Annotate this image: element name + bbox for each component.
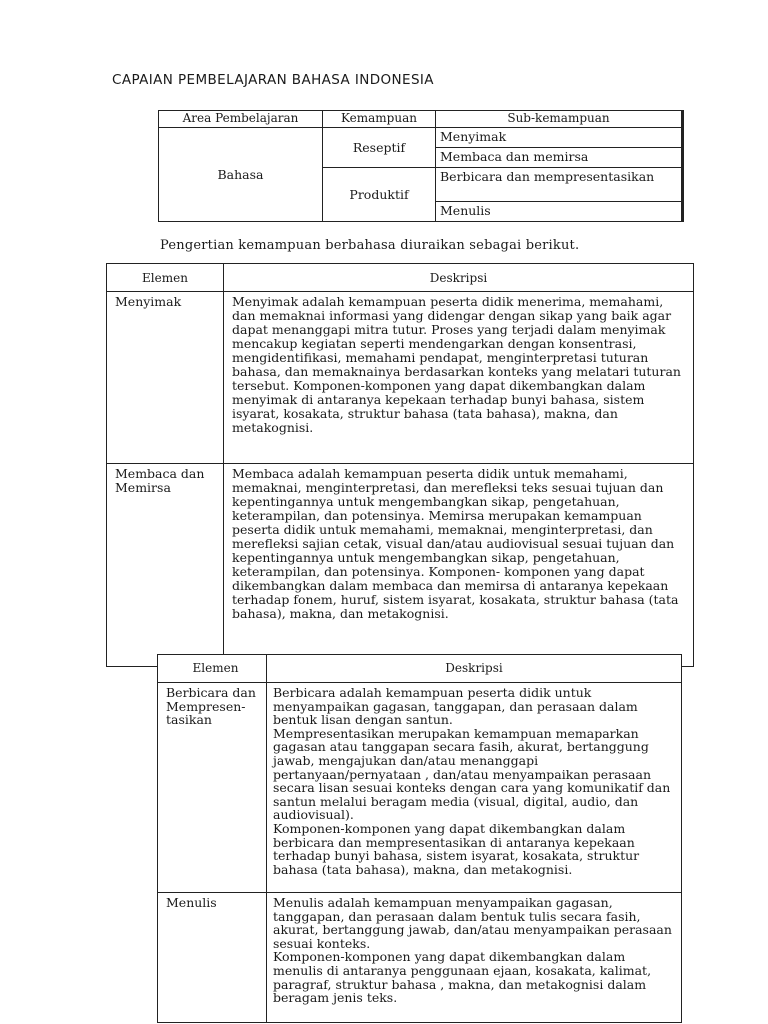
- paragraph: Menulis adalah kemampuan menyampaikan gagasan, tanggapan, dan perasaan dalam bentuk tulis secara fasih, akurat, bertanggung jawab, dan/atau menyampaikan perasaan sesuai konteks.: [273, 895, 672, 951]
- header-deskripsi: Deskripsi: [224, 264, 694, 292]
- paragraph: Komponen-komponen yang dapat dikembangkan dalam berbicara dan mempresentasikan di antaranya kepekaan terhadap bunyi bahasa, sistem isyarat, kosakata, struktur bahasa (tata bahasa), makna, dan metakognisi.: [273, 820, 640, 877]
- header-sub-kemampuan: Sub-kemampuan: [436, 111, 683, 128]
- description-table-2: [157, 654, 682, 1023]
- header-elemen: Elemen: [158, 655, 267, 683]
- header-kemampuan: Kemampuan: [323, 111, 436, 128]
- deskripsi-menyimak: Menyimak adalah kemampuan peserta didik menerima, memahami, dan memaknai informasi yang didengar dengan sikap yang baik agar dapat menanggapi mitra tutur. Proses yang terjadi dalam menyimak mencakup kegiatan seperti mendengarkan dengan konsentrasi, mengidentifikasi, memahami pendapat, menginterpretasi tuturan bahasa, dan memaknainya berdasarkan konteks yang melatari tuturan tersebut. Komponen-komponen yang dapat dikembangkan dalam menyimak di antaranya kepekaan terhadap bunyi bahasa, sistem isyarat, kosakata, struktur bahasa (tata bahasa), makna, dan metakognisi.: [224, 292, 694, 464]
- sub-menulis: Menulis: [436, 202, 683, 222]
- deskripsi-menulis: [267, 893, 682, 1023]
- paragraph: Berbicara adalah kemampuan peserta didik untuk menyampaikan gagasan, tanggapan, dan perasaan dalam bentuk lisan dengan santun.: [273, 685, 638, 728]
- elemen-membaca: Membaca dan Memirsa: [107, 464, 224, 667]
- elemen-berbicara: Berbicara dan Mempresen-tasikan: [158, 683, 267, 893]
- learning-area-table: [158, 110, 684, 222]
- sub-berbicara: Berbicara dan mempresentasikan: [436, 168, 683, 202]
- paragraph: Komponen-komponen yang dapat dikembangkan dalam menulis di antaranya penggunaan ejaan, kosakata, kalimat, paragraf, struktur bahasa , makna, dan metakognisi dalam beragam jenis teks.: [273, 949, 652, 1006]
- header-elemen: Elemen: [107, 264, 224, 292]
- area-bahasa: Bahasa: [159, 128, 323, 222]
- sub-menyimak: Menyimak: [436, 128, 683, 148]
- kemampuan-produktif: Produktif: [323, 168, 436, 222]
- header-area: Area Pembelajaran: [159, 111, 323, 128]
- intro-text: Pengertian kemampuan berbahasa diuraikan sebagai berikut.: [160, 238, 580, 253]
- elemen-menyimak: Menyimak: [107, 292, 224, 464]
- paragraph: Mempresentasikan merupakan kemampuan memaparkan gagasan atau tanggapan secara fasih, akurat, bertanggung jawab, mengajukan dan/atau menanggapi pertanyaan/pernyataan , dan/atau menyampaikan perasaan secara lisan sesuai konteks dengan cara yang komunikatif dan santun melalui beragam media (visual, digital, audio, dan audiovisual).: [273, 725, 671, 823]
- elemen-menulis: Menulis: [158, 893, 267, 1023]
- deskripsi-membaca: Membaca adalah kemampuan peserta didik untuk memahami, memaknai, menginterpretasi, dan merefleksi teks sesuai tujuan dan kepentingannya untuk mengembangkan sikap, pengetahuan, keterampilan, dan potensinya. Memirsa merupakan kemampuan peserta didik untuk memahami, memaknai, menginterpretasi, dan merefleksi sajian cetak, visual dan/atau audiovisual sesuai tujuan dan kepentingannya untuk mengembangkan sikap, pengetahuan, keterampilan, dan potensinya. Komponen- komponen yang dapat dikembangkan dalam membaca dan memirsa di antaranya kepekaan terhadap fonem, huruf, sistem isyarat, kosakata, struktur bahasa (tata bahasa), makna, dan metakognisi.: [224, 464, 694, 667]
- page-title: CAPAIAN PEMBELAJARAN BAHASA INDONESIA: [112, 72, 434, 88]
- sub-membaca: Membaca dan memirsa: [436, 148, 683, 168]
- description-table-1: [106, 263, 694, 667]
- kemampuan-reseptif: Reseptif: [323, 128, 436, 168]
- header-deskripsi: Deskripsi: [267, 655, 682, 683]
- deskripsi-berbicara: [267, 683, 682, 893]
